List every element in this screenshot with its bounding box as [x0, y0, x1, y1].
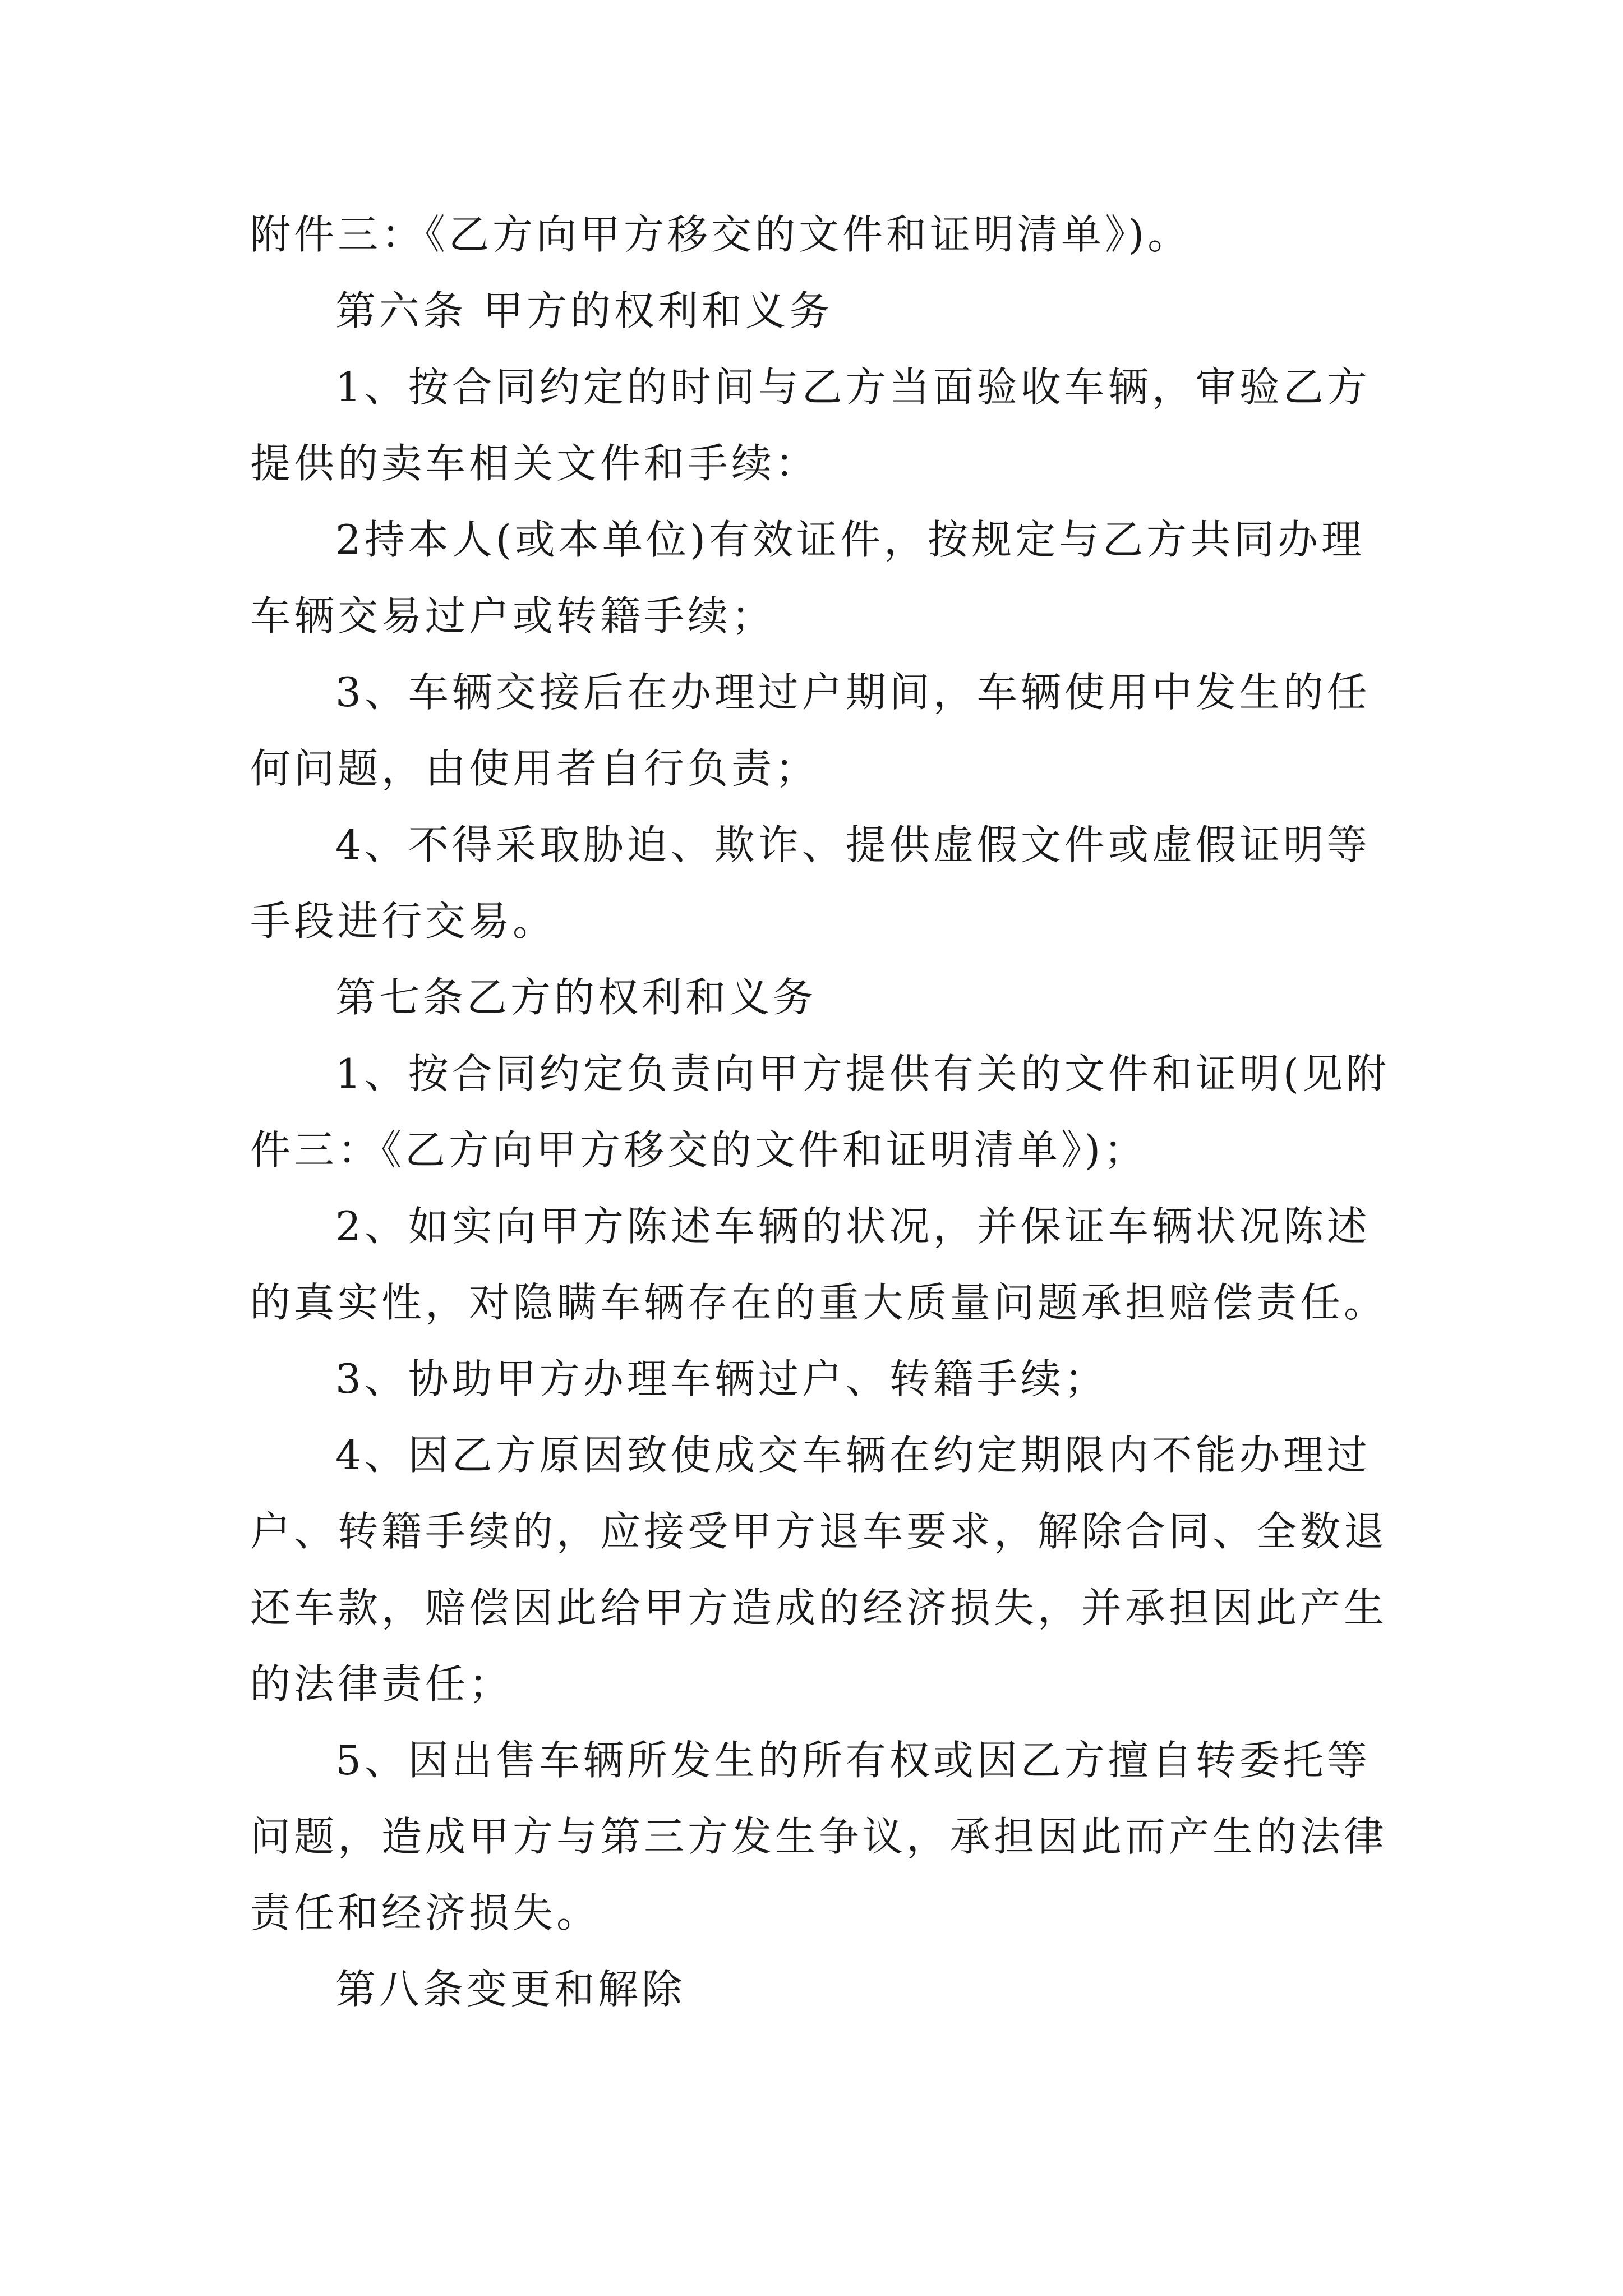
text-line: 4、因乙方原因致使成交车辆在约定期限内不能办理过: [335, 1432, 1371, 1479]
text-line: 户、转籍手续的，应接受甲方退车要求，解除合同、全数退: [250, 1508, 1388, 1555]
text-line: 4、不得采取胁迫、欺诈、提供虚假文件或虚假证明等: [335, 821, 1371, 868]
text-line: 何问题，由使用者自行负责；: [250, 745, 819, 792]
text-line: 1、按合同约定负责向甲方提供有关的文件和证明(见附: [335, 1050, 1390, 1097]
section-heading-article-8: 第八条变更和解除: [335, 1966, 686, 2013]
text-line: 附件三：《乙方向甲方移交的文件和证明清单》)。: [250, 211, 1192, 258]
text-line: 还车款，赔偿因此给甲方造成的经济损失，并承担因此产生: [250, 1584, 1388, 1631]
text-line: 车辆交易过户或转籍手续；: [250, 592, 776, 639]
contract-text-body: [250, 196, 1389, 2027]
section-heading-article-6: 第六条 甲方的权利和义务: [335, 287, 833, 334]
text-line: 的真实性，对隐瞒车辆存在的重大质量问题承担赔偿责任。: [250, 1279, 1388, 1326]
text-line: 责任和经济损失。: [250, 1889, 601, 1936]
text-line: 2持本人(或本单位)有效证件，按规定与乙方共同办理: [335, 516, 1365, 563]
text-line: 提供的卖车相关文件和手续：: [250, 440, 819, 487]
text-line: 件三：《乙方向甲方移交的文件和证明清单》)；: [250, 1126, 1148, 1174]
text-line: 3、车辆交接后在办理过户期间，车辆使用中发生的任: [335, 669, 1371, 716]
text-line: 的法律责任；: [250, 1660, 513, 1708]
text-line: 1、按合同约定的时间与乙方当面验收车辆，审验乙方: [335, 364, 1371, 411]
text-line: 3、协助甲方办理车辆过户、转籍手续；: [335, 1355, 1108, 1402]
text-line: 5、因出售车辆所发生的所有权或因乙方擅自转委托等: [335, 1737, 1371, 1784]
text-line: 2、如实向甲方陈述车辆的状况，并保证车辆状况陈述: [335, 1203, 1371, 1250]
section-heading-article-7: 第七条乙方的权利和义务: [335, 974, 817, 1021]
text-line: 问题，造成甲方与第三方发生争议，承担因此而产生的法律: [250, 1813, 1388, 1860]
text-line: 手段进行交易。: [250, 898, 557, 945]
